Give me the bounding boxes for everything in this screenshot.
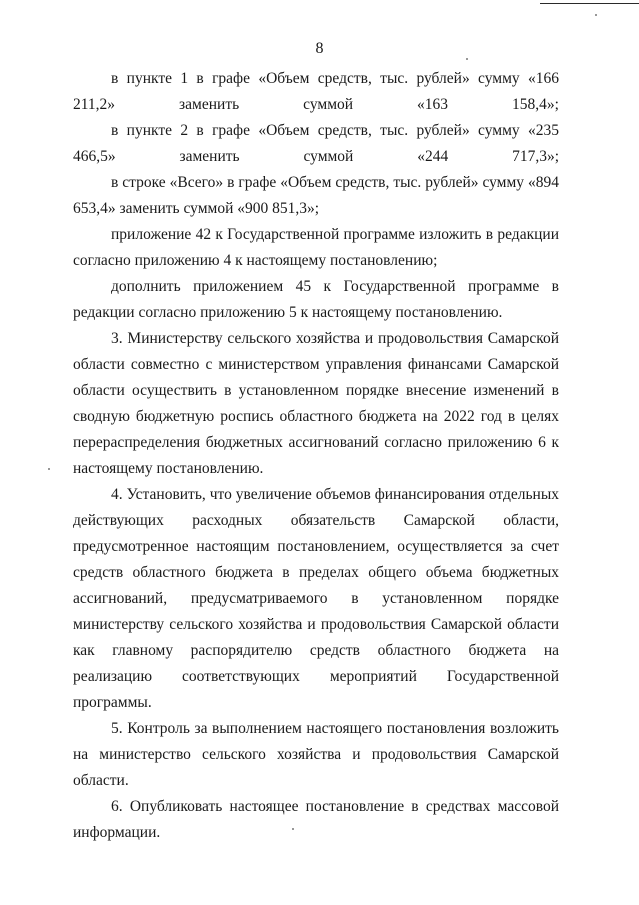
body-text bbox=[73, 66, 559, 846]
paragraph-item-2-amount: в пункте 2 в графе «Объем средств, тыс. рублей» сумму «235 466,5» заменить суммой «244 717,3»; bbox=[73, 122, 559, 165]
scan-speck bbox=[48, 468, 50, 470]
paragraph-point-4: 4. Установить, что увеличение объемов финансирования отдельных действующих расходных обязательств Самарской области, предусмотренное настоящим постановлением, осуществляется за счет средств областного бюджета в пределах общего объема бюджетных ассигнований, предусматриваемого в установленном порядке министерству сельского хозяйства и продовольствия Самарской области как главному распорядителю средств областного бюджета на реализацию соответствующих мероприятий Государственной программы. bbox=[73, 486, 559, 711]
paragraph-appendix-45: дополнить приложением 45 к Государственной программе в редакции согласно приложению 5 к настоящему постановлению. bbox=[73, 278, 559, 321]
paragraph-point-3: 3. Министерству сельского хозяйства и продовольствия Самарской области совместно с министерством управления финансами Самарской области осуществить в установленном порядке внесение изменений в сводную бюджетную роспись областного бюджета на 2022 год в целях перераспределения бюджетных ассигнований согласно приложению 6 к настоящему постановлению. bbox=[73, 330, 559, 477]
page-number: 8 bbox=[315, 40, 324, 57]
scan-speck bbox=[292, 828, 294, 830]
paragraph-total-amount: в строке «Всего» в графе «Объем средств, тыс. рублей» сумму «894 653,4» заменить суммой «900 851,3»; bbox=[73, 174, 559, 217]
paragraph-appendix-42: приложение 42 к Государственной программе изложить в редакции согласно приложению 4 к настоящему постановлению; bbox=[73, 226, 559, 269]
paragraph-point-5: 5. Контроль за выполнением настоящего постановления возложить на министерство сельского хозяйства и продовольствия Самарской области. bbox=[73, 720, 559, 789]
paragraph-point-6: 6. Опубликовать настоящее постановление в средствах массовой информации. bbox=[73, 798, 559, 841]
scan-speck bbox=[466, 58, 468, 60]
scan-speck bbox=[595, 14, 597, 16]
top-edge-rule bbox=[540, 3, 639, 4]
paragraph-item-1-amount: в пункте 1 в графе «Объем средств, тыс. рублей» сумму «166 211,2» заменить суммой «163 158,4»; bbox=[73, 70, 559, 113]
